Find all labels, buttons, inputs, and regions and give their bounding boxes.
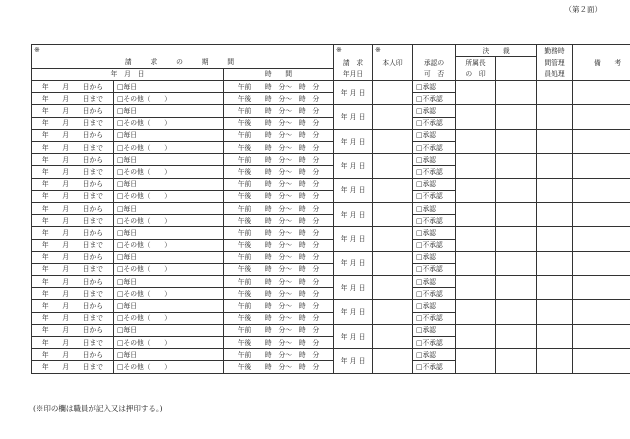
request-period-header: 請 求 の 期 間: [32, 57, 334, 69]
to-date-field[interactable]: 年 月 日まで: [32, 288, 114, 300]
from-date-field[interactable]: 年 月 日から: [32, 300, 114, 312]
request-date-header-2: 年月日: [334, 68, 373, 80]
daily-checkbox[interactable]: □毎日: [114, 349, 224, 361]
request-date-field[interactable]: 年 月 日: [334, 349, 373, 373]
manager-processing-cell[interactable]: [537, 324, 573, 348]
decision-extra-cell[interactable]: [496, 81, 537, 105]
office-head-seal-cell[interactable]: [456, 349, 496, 373]
office-head-seal-cell[interactable]: [456, 81, 496, 105]
from-date-field[interactable]: 年 月 日から: [32, 129, 114, 141]
manager-processing-cell[interactable]: [537, 105, 573, 129]
not-approved-checkbox[interactable]: □不承認: [413, 239, 456, 251]
remarks-header: 備 考: [573, 57, 630, 69]
decision-extra-cell[interactable]: [496, 202, 537, 226]
am-time-field[interactable]: 午前 時 分～ 時 分: [224, 129, 334, 141]
other-checkbox[interactable]: □その他（ ）: [114, 93, 224, 105]
request-row-upper: [32, 105, 630, 117]
office-head-seal-cell[interactable]: [456, 154, 496, 178]
from-date-field[interactable]: 年 月 日から: [32, 202, 114, 214]
other-checkbox[interactable]: □その他（ ）: [114, 215, 224, 227]
office-head-seal-cell[interactable]: [456, 129, 496, 153]
other-checkbox[interactable]: □その他（ ）: [114, 263, 224, 275]
to-date-field[interactable]: 年 月 日まで: [32, 263, 114, 275]
office-head-seal-cell[interactable]: [456, 324, 496, 348]
other-checkbox[interactable]: □その他（ ）: [114, 361, 224, 373]
daily-checkbox[interactable]: □毎日: [114, 81, 224, 93]
not-approved-checkbox[interactable]: □不承認: [413, 142, 456, 154]
request-row-upper: [32, 227, 630, 239]
am-time-field[interactable]: 午前 時 分～ 時 分: [224, 154, 334, 166]
manager-processing-cell[interactable]: [537, 154, 573, 178]
to-date-field[interactable]: 年 月 日まで: [32, 215, 114, 227]
from-date-field[interactable]: 年 月 日から: [32, 349, 114, 361]
decision-extra-cell[interactable]: [496, 276, 537, 300]
personal-seal-cell[interactable]: [373, 81, 413, 105]
request-row-upper: [32, 276, 630, 288]
office-head-seal-cell[interactable]: [456, 202, 496, 226]
daily-checkbox[interactable]: □毎日: [114, 300, 224, 312]
daily-checkbox[interactable]: □毎日: [114, 276, 224, 288]
from-date-field[interactable]: 年 月 日から: [32, 324, 114, 336]
request-row-upper: [32, 154, 630, 166]
am-time-field[interactable]: 午前 時 分～ 時 分: [224, 300, 334, 312]
other-checkbox[interactable]: □その他（ ）: [114, 190, 224, 202]
manager-processing-cell[interactable]: [537, 129, 573, 153]
daily-checkbox[interactable]: □毎日: [114, 154, 224, 166]
to-date-field[interactable]: 年 月 日まで: [32, 166, 114, 178]
manager-processing-cell[interactable]: [537, 300, 573, 324]
not-approved-checkbox[interactable]: □不承認: [413, 312, 456, 324]
to-date-field[interactable]: 年 月 日まで: [32, 93, 114, 105]
from-date-field[interactable]: 年 月 日から: [32, 251, 114, 263]
am-time-field[interactable]: 午前 時 分～ 時 分: [224, 349, 334, 361]
am-time-field[interactable]: 午前 時 分～ 時 分: [224, 251, 334, 263]
pm-time-field[interactable]: 午後 時 分～ 時 分: [224, 215, 334, 227]
decision-extra-cell[interactable]: [496, 105, 537, 129]
remarks-cell[interactable]: [573, 129, 630, 153]
not-approved-checkbox[interactable]: □不承認: [413, 215, 456, 227]
from-date-field[interactable]: 年 月 日から: [32, 105, 114, 117]
am-time-field[interactable]: 午前 時 分～ 時 分: [224, 105, 334, 117]
decision-extra-cell[interactable]: [496, 251, 537, 275]
to-date-field[interactable]: 年 月 日まで: [32, 117, 114, 129]
office-head-seal-cell[interactable]: [456, 105, 496, 129]
pm-time-field[interactable]: 午後 時 分～ 時 分: [224, 166, 334, 178]
decision-extra-cell[interactable]: [496, 129, 537, 153]
remarks-cell[interactable]: [573, 178, 630, 202]
personal-seal-cell[interactable]: [373, 227, 413, 251]
remarks-cell[interactable]: [573, 81, 630, 105]
personal-seal-cell[interactable]: [373, 349, 413, 373]
office-head-seal-cell[interactable]: [456, 227, 496, 251]
request-date-field[interactable]: 年 月 日: [334, 300, 373, 324]
daily-checkbox[interactable]: □毎日: [114, 105, 224, 117]
pm-time-field[interactable]: 午後 時 分～ 時 分: [224, 337, 334, 349]
request-form-table: [31, 44, 630, 374]
pm-time-field[interactable]: 午後 時 分～ 時 分: [224, 361, 334, 373]
approved-checkbox[interactable]: □承認: [413, 202, 456, 214]
office-head-seal-cell[interactable]: [456, 300, 496, 324]
am-time-field[interactable]: 午前 時 分～ 時 分: [224, 324, 334, 336]
approved-checkbox[interactable]: □承認: [413, 324, 456, 336]
request-row-upper: [32, 349, 630, 361]
decision-extra-cell[interactable]: [496, 178, 537, 202]
approval-header-1: 承認の: [413, 57, 456, 69]
request-row-upper: [32, 81, 630, 93]
pm-time-field[interactable]: 午後 時 分～ 時 分: [224, 142, 334, 154]
request-row-upper: [32, 178, 630, 190]
approved-checkbox[interactable]: □承認: [413, 227, 456, 239]
other-checkbox[interactable]: □その他（ ）: [114, 166, 224, 178]
not-approved-checkbox[interactable]: □不承認: [413, 337, 456, 349]
personal-seal-cell[interactable]: [373, 251, 413, 275]
request-row-upper: [32, 324, 630, 336]
pm-time-field[interactable]: 午後 時 分～ 時 分: [224, 239, 334, 251]
approved-checkbox[interactable]: □承認: [413, 154, 456, 166]
request-row-upper: [32, 251, 630, 263]
approved-checkbox[interactable]: □承認: [413, 178, 456, 190]
am-time-field[interactable]: 午前 時 分～ 時 分: [224, 276, 334, 288]
request-row-upper: [32, 202, 630, 214]
manager-processing-cell[interactable]: [537, 251, 573, 275]
request-date-field[interactable]: 年 月 日: [334, 178, 373, 202]
not-approved-checkbox[interactable]: □不承認: [413, 288, 456, 300]
from-date-field[interactable]: 年 月 日から: [32, 81, 114, 93]
remarks-cell[interactable]: [573, 251, 630, 275]
decision-extra-cell[interactable]: [496, 227, 537, 251]
footnote: (※印の欄は職員が記入又は押印する。): [33, 404, 163, 413]
daily-checkbox[interactable]: □毎日: [114, 227, 224, 239]
personal-seal-cell[interactable]: [373, 202, 413, 226]
personal-seal-cell[interactable]: [373, 154, 413, 178]
from-date-field[interactable]: 年 月 日から: [32, 276, 114, 288]
manager-header-3: 員処理: [537, 68, 573, 80]
manager-header-1: 勤務時: [537, 45, 573, 57]
remarks-cell[interactable]: [573, 324, 630, 348]
request-date-header-1: 請 求: [334, 57, 373, 69]
to-date-field[interactable]: 年 月 日まで: [32, 361, 114, 373]
daily-checkbox[interactable]: □毎日: [114, 202, 224, 214]
remarks-cell[interactable]: [573, 227, 630, 251]
not-approved-checkbox[interactable]: □不承認: [413, 93, 456, 105]
pm-time-field[interactable]: 午後 時 分～ 時 分: [224, 312, 334, 324]
approved-checkbox[interactable]: □承認: [413, 105, 456, 117]
to-date-field[interactable]: 年 月 日まで: [32, 337, 114, 349]
personal-seal-cell[interactable]: [373, 178, 413, 202]
personal-seal-cell[interactable]: [373, 105, 413, 129]
request-date-field[interactable]: 年 月 日: [334, 251, 373, 275]
daily-checkbox[interactable]: □毎日: [114, 324, 224, 336]
request-date-field[interactable]: 年 月 日: [334, 227, 373, 251]
page-number: （第２面）: [564, 5, 602, 14]
manager-processing-cell[interactable]: [537, 202, 573, 226]
request-date-field[interactable]: 年 月 日: [334, 154, 373, 178]
to-date-field[interactable]: 年 月 日まで: [32, 239, 114, 251]
request-date-field[interactable]: 年 月 日: [334, 324, 373, 348]
request-date-field[interactable]: 年 月 日: [334, 202, 373, 226]
pm-time-field[interactable]: 午後 時 分～ 時 分: [224, 288, 334, 300]
approved-checkbox[interactable]: □承認: [413, 300, 456, 312]
other-checkbox[interactable]: □その他（ ）: [114, 142, 224, 154]
office-head-seal-cell[interactable]: [456, 276, 496, 300]
remarks-cell[interactable]: [573, 276, 630, 300]
request-date-field[interactable]: 年 月 日: [334, 105, 373, 129]
manager-processing-cell[interactable]: [537, 349, 573, 373]
from-date-field[interactable]: 年 月 日から: [32, 227, 114, 239]
date-column-header: 年 月 日: [32, 68, 224, 80]
approved-checkbox[interactable]: □承認: [413, 129, 456, 141]
office-head-header-2: の 印: [456, 68, 496, 80]
approved-checkbox[interactable]: □承認: [413, 276, 456, 288]
other-checkbox[interactable]: □その他（ ）: [114, 337, 224, 349]
request-row-upper: [32, 129, 630, 141]
other-checkbox[interactable]: □その他（ ）: [114, 239, 224, 251]
office-head-seal-cell[interactable]: [456, 178, 496, 202]
not-approved-checkbox[interactable]: □不承認: [413, 263, 456, 275]
period-mark: ※: [32, 45, 334, 57]
time-column-header: 時 間: [224, 68, 334, 80]
request-rows: [32, 81, 630, 374]
manager-processing-cell[interactable]: [537, 178, 573, 202]
personal-seal-cell[interactable]: [373, 276, 413, 300]
request-date-field[interactable]: 年 月 日: [334, 81, 373, 105]
am-time-field[interactable]: 午前 時 分～ 時 分: [224, 227, 334, 239]
remarks-cell[interactable]: [573, 105, 630, 129]
not-approved-checkbox[interactable]: □不承認: [413, 117, 456, 129]
personal-seal-mark: ※: [373, 45, 413, 57]
am-time-field[interactable]: 午前 時 分～ 時 分: [224, 81, 334, 93]
approved-checkbox[interactable]: □承認: [413, 81, 456, 93]
request-row-upper: [32, 300, 630, 312]
to-date-field[interactable]: 年 月 日まで: [32, 190, 114, 202]
pm-time-field[interactable]: 午後 時 分～ 時 分: [224, 263, 334, 275]
office-head-header-1: 所属長: [456, 57, 496, 69]
decision-extra-cell[interactable]: [496, 300, 537, 324]
request-date-field[interactable]: 年 月 日: [334, 129, 373, 153]
remarks-cell[interactable]: [573, 202, 630, 226]
manager-processing-cell[interactable]: [537, 276, 573, 300]
not-approved-checkbox[interactable]: □不承認: [413, 361, 456, 373]
approved-checkbox[interactable]: □承認: [413, 349, 456, 361]
daily-checkbox[interactable]: □毎日: [114, 129, 224, 141]
daily-checkbox[interactable]: □毎日: [114, 251, 224, 263]
personal-seal-header: 本人印: [373, 57, 413, 69]
not-approved-checkbox[interactable]: □不承認: [413, 190, 456, 202]
personal-seal-cell[interactable]: [373, 129, 413, 153]
remarks-cell[interactable]: [573, 154, 630, 178]
remarks-cell[interactable]: [573, 349, 630, 373]
approved-checkbox[interactable]: □承認: [413, 251, 456, 263]
decision-header: 決 裁: [456, 45, 537, 57]
other-checkbox[interactable]: □その他（ ）: [114, 288, 224, 300]
remarks-cell[interactable]: [573, 300, 630, 324]
not-approved-checkbox[interactable]: □不承認: [413, 166, 456, 178]
manager-processing-cell[interactable]: [537, 81, 573, 105]
other-checkbox[interactable]: □その他（ ）: [114, 312, 224, 324]
from-date-field[interactable]: 年 月 日から: [32, 178, 114, 190]
daily-checkbox[interactable]: □毎日: [114, 178, 224, 190]
pm-time-field[interactable]: 午後 時 分～ 時 分: [224, 117, 334, 129]
approval-header-2: 可 否: [413, 68, 456, 80]
personal-seal-cell[interactable]: [373, 324, 413, 348]
from-date-field[interactable]: 年 月 日から: [32, 154, 114, 166]
to-date-field[interactable]: 年 月 日まで: [32, 312, 114, 324]
decision-extra-cell[interactable]: [496, 324, 537, 348]
am-time-field[interactable]: 午前 時 分～ 時 分: [224, 202, 334, 214]
to-date-field[interactable]: 年 月 日まで: [32, 142, 114, 154]
manager-header-2: 間管理: [537, 57, 573, 69]
decision-extra-cell[interactable]: [496, 154, 537, 178]
pm-time-field[interactable]: 午後 時 分～ 時 分: [224, 190, 334, 202]
decision-extra-cell[interactable]: [496, 349, 537, 373]
other-checkbox[interactable]: □その他（ ）: [114, 117, 224, 129]
am-time-field[interactable]: 午前 時 分～ 時 分: [224, 178, 334, 190]
personal-seal-cell[interactable]: [373, 300, 413, 324]
office-head-seal-cell[interactable]: [456, 251, 496, 275]
request-date-field[interactable]: 年 月 日: [334, 276, 373, 300]
manager-processing-cell[interactable]: [537, 227, 573, 251]
pm-time-field[interactable]: 午後 時 分～ 時 分: [224, 93, 334, 105]
request-date-mark: ※: [334, 45, 373, 57]
